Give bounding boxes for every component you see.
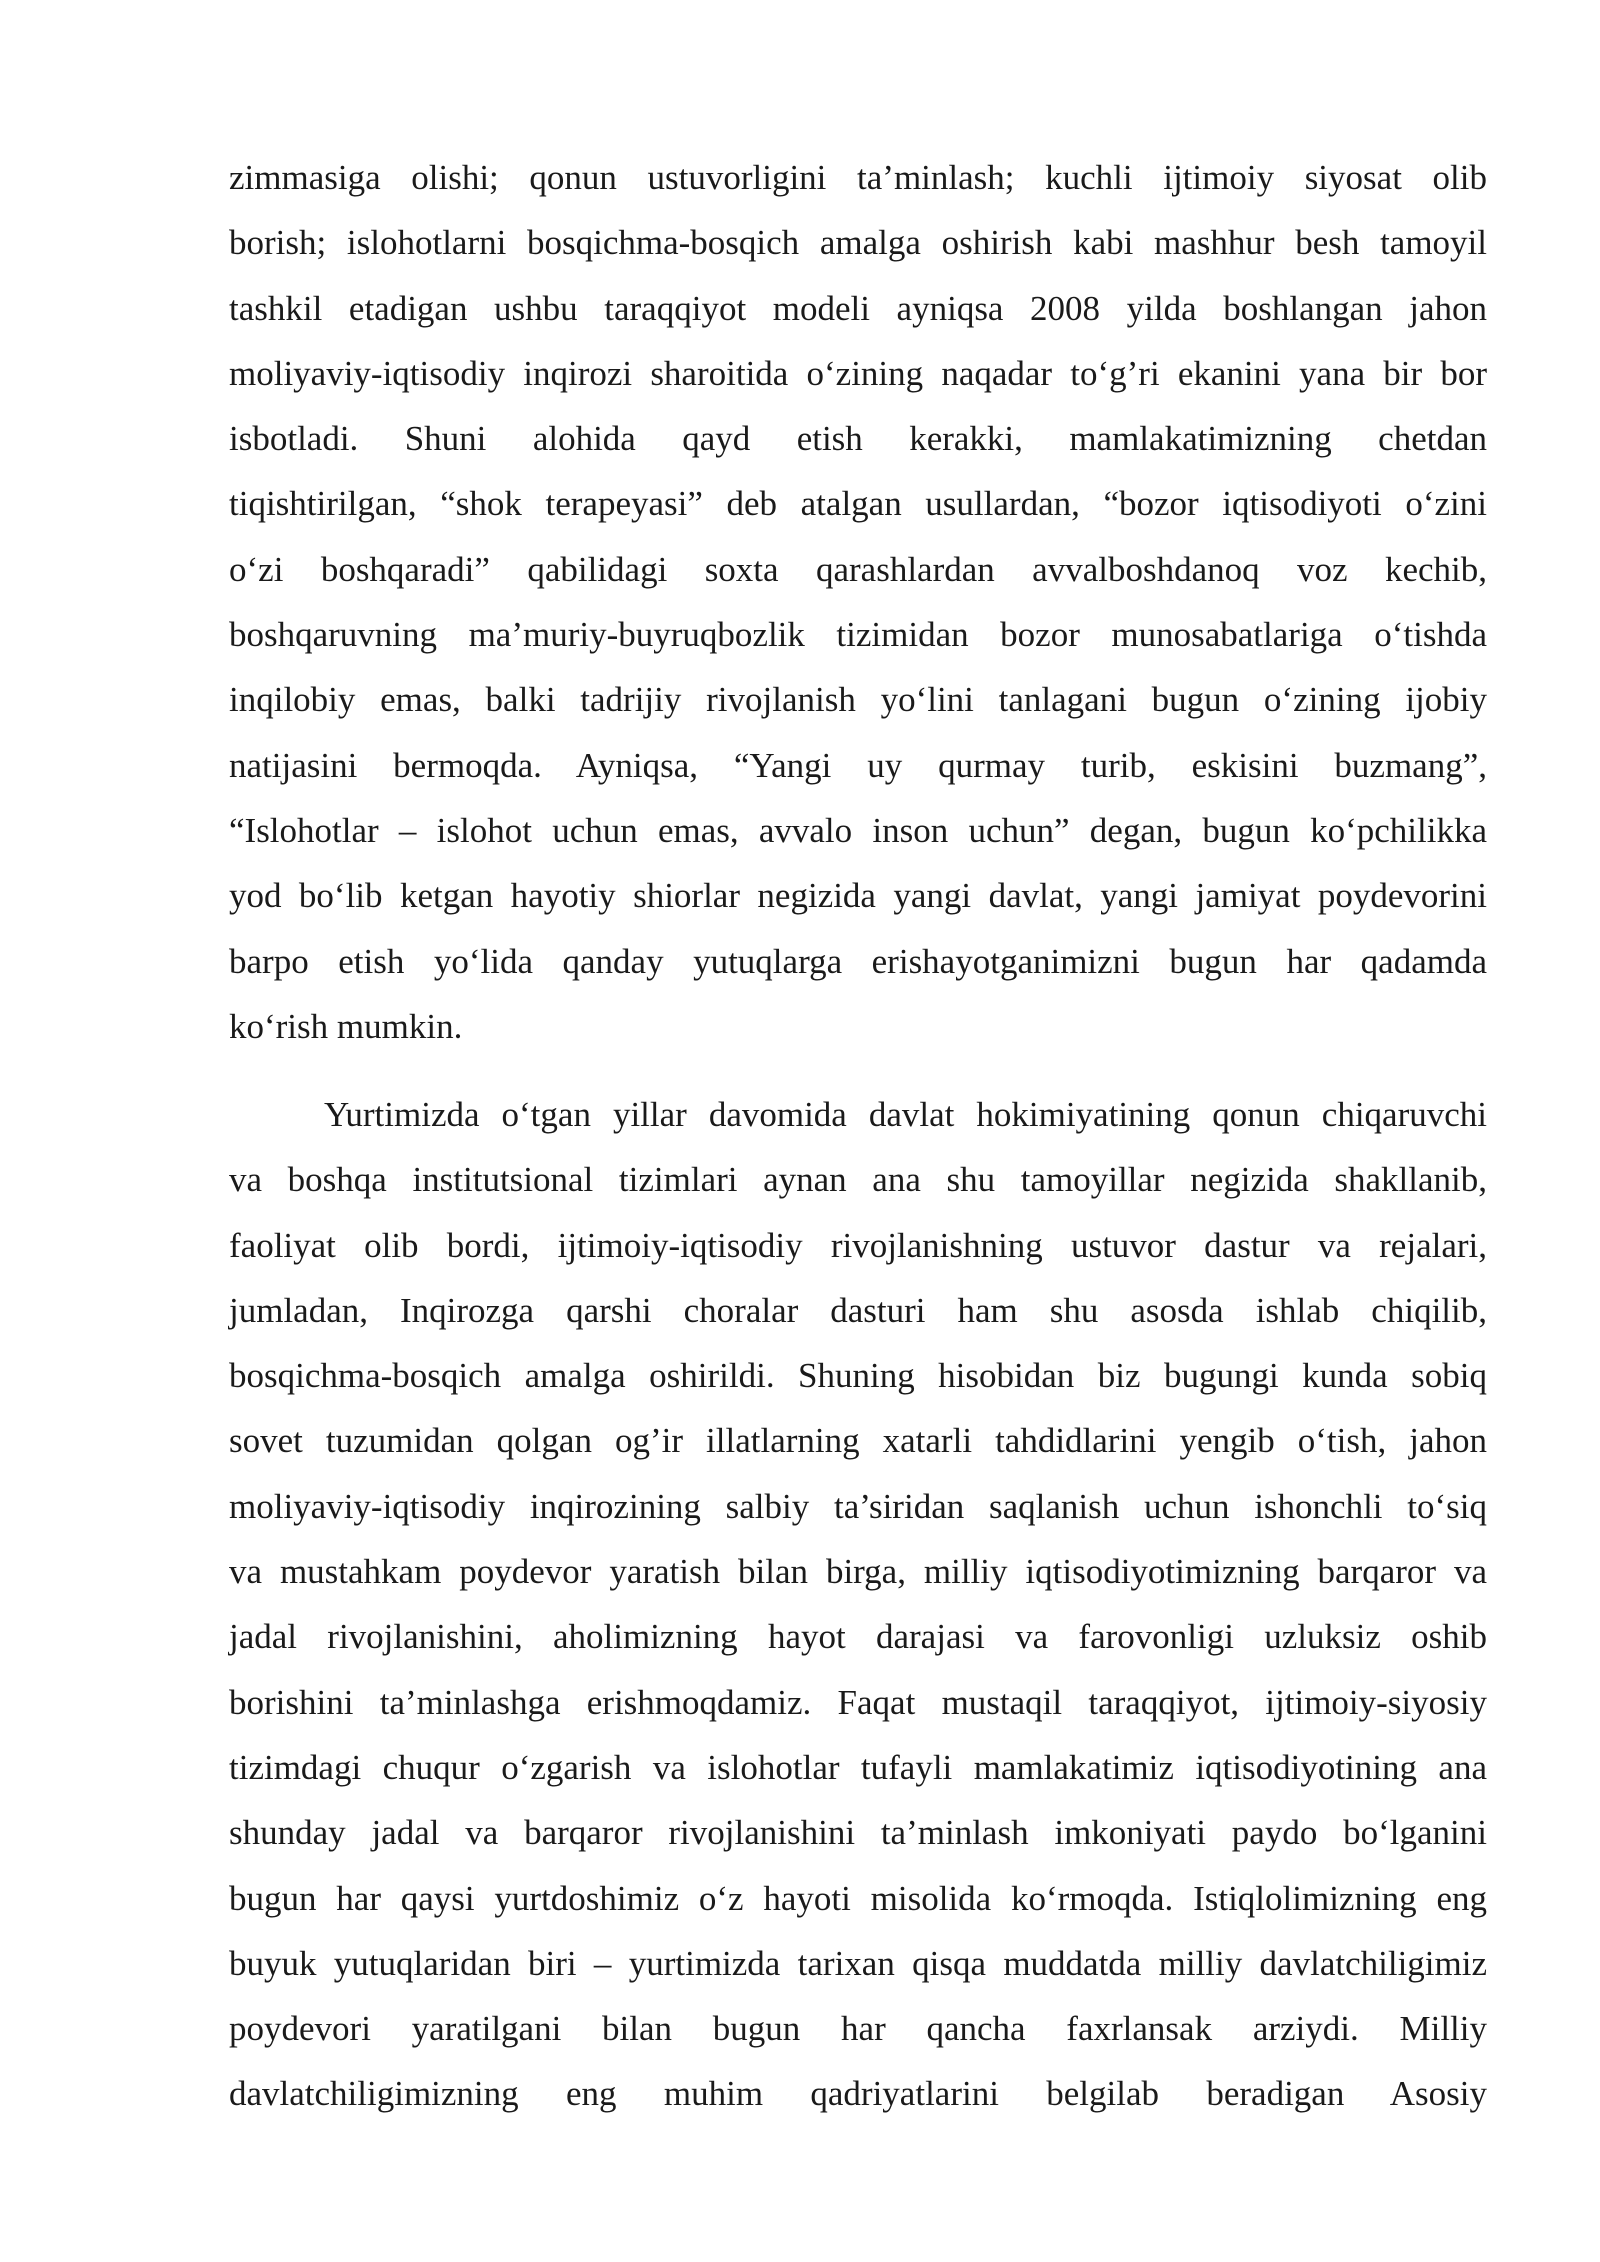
text-line: jumladan, Inqirozga qarshi choralar dasturi ham shu asosda ishlab chiqilib,	[229, 1290, 1487, 1330]
text-line: sovet tuzumidan qolgan og’ir illatlarning xatarli tahdidlarini yengib o‘tish, jahon	[229, 1421, 1487, 1461]
text-line: moliyaviy-iqtisodiy inqirozi sharoitida o‘zining naqadar to‘g’ri ekanini yana bir bor	[229, 353, 1487, 393]
text-line: bugun har qaysi yurtdoshimiz o‘z hayoti misolida ko‘rmoqda. Istiqlolimizning eng	[229, 1878, 1487, 1918]
paragraph-2	[229, 1082, 1487, 2127]
text-line: davlatchiligimizning eng muhim qadriyatlarini belgilab beradigan Asosiy	[229, 2074, 1487, 2114]
text-line: borishini ta’minlashga erishmoqdamiz. Faqat mustaqil taraqqiyot, ijtimoiy-siyosiy	[229, 1682, 1487, 1722]
text-line: shunday jadal va barqaror rivojlanishini ta’minlash imkoniyati paydo bo‘lganini	[229, 1813, 1487, 1853]
text-line: va mustahkam poydevor yaratish bilan birga, milliy iqtisodiyotimizning barqaror va	[229, 1552, 1487, 1592]
text-line: tizimdagi chuqur o‘zgarish va islohotlar tufayli mamlakatimiz iqtisodiyotining ana	[229, 1747, 1487, 1787]
text-line: zimmasiga olishi; qonun ustuvorligini ta’minlash; kuchli ijtimoiy siyosat olib	[229, 158, 1487, 197]
text-line: isbotladi. Shuni alohida qayd etish kerakki, mamlakatimizning chetdan	[229, 419, 1487, 459]
text-line: Yurtimizda o‘tgan yillar davomida davlat hokimiyatining qonun chiqaruvchi	[324, 1095, 1487, 1134]
text-line: ko‘rish mumkin.	[229, 1006, 463, 1046]
paragraph-1	[229, 145, 1487, 1059]
text-line: inqilobiy emas, balki tadrijiy rivojlanish yo‘lini tanlagani bugun o‘zining ijobiy	[229, 680, 1487, 720]
text-line: “Islohotlar – islohot uchun emas, avvalo inson uchun” degan, bugun ko‘pchilikka	[229, 810, 1487, 850]
text-line: faoliyat olib bordi, ijtimoiy-iqtisodiy rivojlanishning ustuvor dastur va rejalari,	[229, 1225, 1487, 1265]
text-line: boshqaruvning ma’muriy-buyruqbozlik tizimidan bozor munosabatlariga o‘tishda	[229, 615, 1487, 655]
text-line: bosqichma-bosqich amalga oshirildi. Shuning hisobidan biz bugungi kunda sobiq	[229, 1356, 1487, 1396]
text-line: barpo etish yo‘lida qanday yutuqlarga erishayotganimizni bugun har qadamda	[229, 941, 1487, 981]
text-line: va boshqa institutsional tizimlari aynan ana shu tamoyillar negizida shakllanib,	[229, 1160, 1487, 1200]
text-line: o‘zi boshqaradi” qabilidagi soxta qarashlardan avvalboshdanoq voz kechib,	[229, 549, 1487, 589]
text-line: natijasini bermoqda. Ayniqsa, “Yangi uy qurmay turib, eskisini buzmang”,	[229, 745, 1487, 785]
text-line: tashkil etadigan ushbu taraqqiyot modeli ayniqsa 2008 yilda boshlangan jahon	[229, 288, 1487, 328]
text-line: jadal rivojlanishini, aholimizning hayot darajasi va farovonligi uzluksiz oshib	[229, 1617, 1487, 1657]
text-line: borish; islohotlarni bosqichma-bosqich amalga oshirish kabi mashhur besh tamoyil	[229, 223, 1487, 263]
text-line: yod bo‘lib ketgan hayotiy shiorlar negizida yangi davlat, yangi jamiyat poydevorini	[229, 876, 1487, 916]
text-line: buyuk yutuqlaridan biri – yurtimizda tarixan qisqa muddatda milliy davlatchiligimiz	[229, 1943, 1487, 1983]
text-line: poydevori yaratilgani bilan bugun har qancha faxrlansak arziydi. Milliy	[229, 2009, 1487, 2049]
text-line: moliyaviy-iqtisodiy inqirozining salbiy ta’siridan saqlanish uchun ishonchli to‘siq	[229, 1486, 1487, 1526]
text-line: tiqishtirilgan, “shok terapeyasi” deb atalgan usullardan, “bozor iqtisodiyoti o‘zini	[229, 484, 1487, 524]
